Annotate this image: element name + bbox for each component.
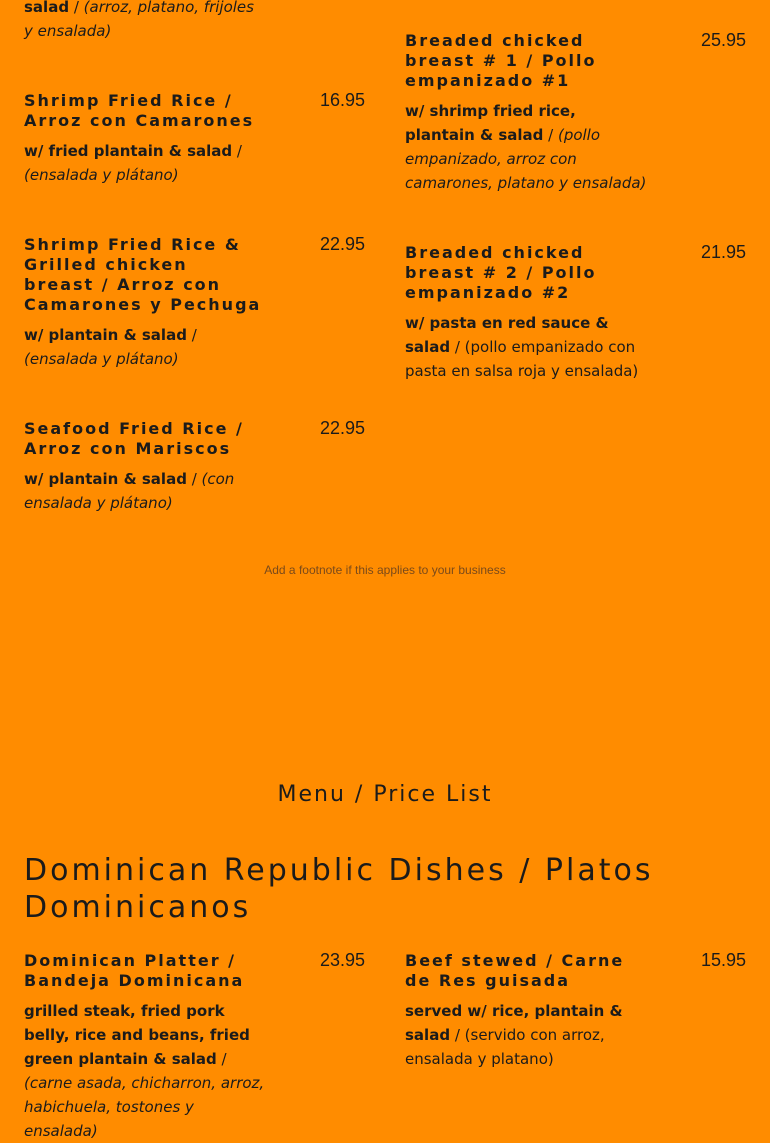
item-price: 22.95 xyxy=(319,234,365,254)
menu-heading: Menu / Price List xyxy=(277,782,493,807)
item-description: w/ plantain & salad / (ensalada y plátano) xyxy=(24,326,197,368)
item-description: w/ pasta en red sauce & salad / (pollo empanizado con pasta en salsa roja y ensalada) xyxy=(405,314,639,380)
item-title: Breaded chicked breast # 1 / Pollo empanizado #1 xyxy=(405,31,597,90)
item-price: 25.95 xyxy=(700,30,746,50)
item-title: Beef stewed / Carne de Res guisada xyxy=(405,951,625,990)
section-heading: Dominican Republic Dishes / Platos Dominicanos xyxy=(24,853,654,925)
item-title: Shrimp Fried Rice / Arroz con Camarones xyxy=(24,91,255,130)
item-price: 23.95 xyxy=(319,950,365,970)
item-price: 21.95 xyxy=(700,242,746,262)
item-description: grilled steak, fried pork belly, rice and beans, fried green plantain & salad / (carne asada, chicharron, arroz, habichuela, tostones y ensalada) xyxy=(24,1002,265,1140)
footnote: Add a footnote if this applies to your business xyxy=(264,563,506,577)
item-price: 15.95 xyxy=(700,950,746,970)
item-title: Dominican Platter / Bandeja Dominicana xyxy=(24,951,245,990)
item-title: Shrimp Fried Rice & Grilled chicken breast / Arroz con Camarones y Pechuga xyxy=(24,235,262,314)
item-description: w/ fried plantain & salad / (ensalada y plátano) xyxy=(24,142,242,184)
item-description: w/ shrimp fried rice, plantain & salad / (pollo empanizado, arroz con camarones, platano y ensalada) xyxy=(405,102,647,192)
item-description: w/ plantain & salad / (con ensalada y plátano) xyxy=(24,470,235,512)
item-price: 22.95 xyxy=(319,418,365,438)
item-title: Breaded chicked breast # 2 / Pollo empanizado #2 xyxy=(405,243,597,302)
item-title: Seafood Fried Rice / Arroz con Mariscos xyxy=(24,419,244,458)
item-description: served w/ rice, plantain & salad / (servido con arroz, ensalada y platano) xyxy=(405,1002,623,1068)
item-description-top-fragment: salad / (arroz, platano, frijoles y ensalada) xyxy=(24,0,254,40)
item-price: 16.95 xyxy=(319,90,365,110)
